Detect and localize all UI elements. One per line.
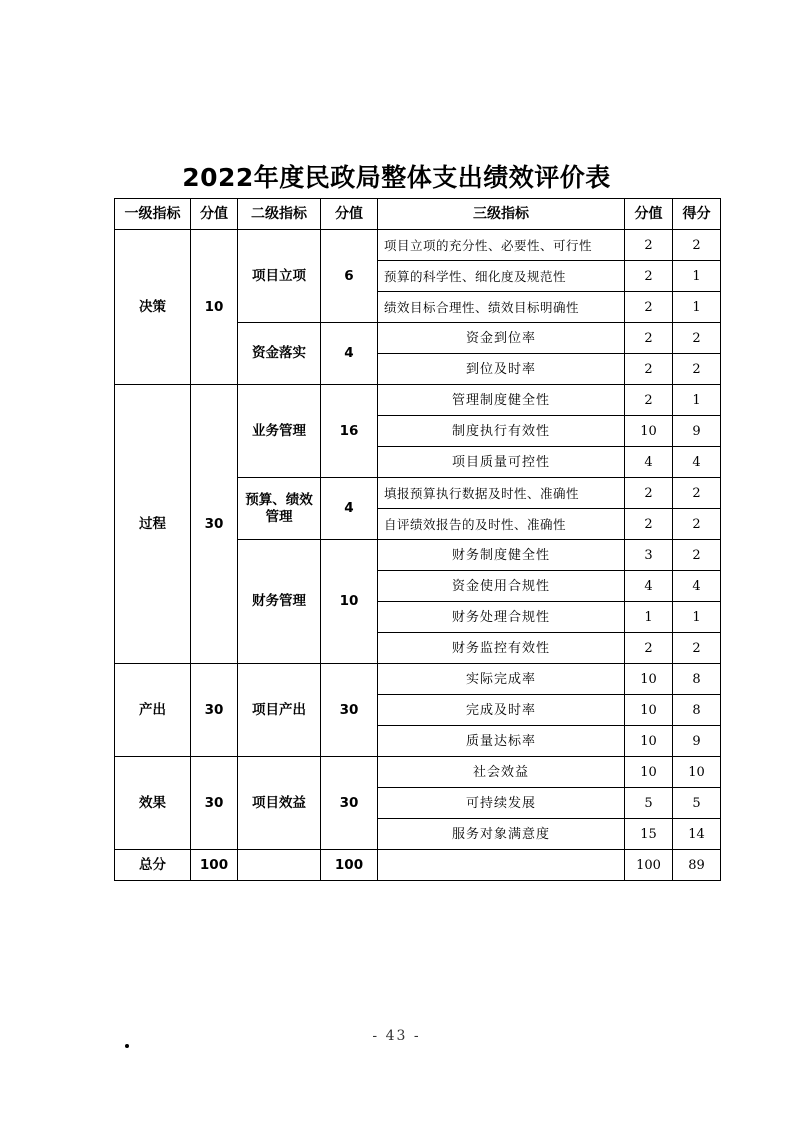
header-level1-score: 分值	[191, 199, 238, 230]
level3-indicator-cell: 资金到位率	[378, 323, 625, 354]
total-level3-score: 100	[625, 850, 673, 881]
level3-score-cell: 2	[625, 509, 673, 540]
stray-dot-mark	[125, 1044, 129, 1048]
level3-score-cell: 1	[625, 602, 673, 633]
earned-score-cell: 4	[673, 447, 721, 478]
header-level2-indicator: 二级指标	[238, 199, 321, 230]
level3-score-cell: 2	[625, 633, 673, 664]
level3-indicator-cell: 完成及时率	[378, 695, 625, 726]
total-row	[115, 850, 721, 881]
earned-score-cell: 1	[673, 292, 721, 323]
header-earned-score: 得分	[673, 199, 721, 230]
earned-score-cell: 5	[673, 788, 721, 819]
level2-indicator-cell: 项目效益	[238, 757, 321, 850]
earned-score-cell: 14	[673, 819, 721, 850]
level3-indicator-cell: 自评绩效报告的及时性、准确性	[378, 509, 625, 540]
table-row	[115, 230, 721, 261]
table-title: 2022年度民政局整体支出绩效评价表	[182, 163, 611, 192]
level3-indicator-cell: 制度执行有效性	[378, 416, 625, 447]
earned-score-cell: 8	[673, 695, 721, 726]
level3-score-cell: 2	[625, 230, 673, 261]
level2-score-cell: 6	[321, 230, 378, 323]
level3-indicator-cell: 管理制度健全性	[378, 385, 625, 416]
level2-score-cell: 4	[321, 478, 378, 540]
level2-indicator-cell: 预算、绩效管理	[238, 478, 321, 540]
level3-score-cell: 2	[625, 354, 673, 385]
earned-score-cell: 2	[673, 540, 721, 571]
level3-score-cell: 2	[625, 261, 673, 292]
level3-score-cell: 10	[625, 757, 673, 788]
level3-indicator-cell: 实际完成率	[378, 664, 625, 695]
header-row	[115, 199, 721, 230]
header-level3-score: 分值	[625, 199, 673, 230]
level3-indicator-cell: 预算的科学性、细化度及规范性	[378, 261, 625, 292]
level3-score-cell: 10	[625, 416, 673, 447]
level3-indicator-cell: 可持续发展	[378, 788, 625, 819]
page-number: - 43 -	[372, 1028, 421, 1044]
table-body	[115, 230, 721, 850]
level3-score-cell: 2	[625, 478, 673, 509]
level1-indicator-cell: 决策	[115, 230, 191, 385]
earned-score-cell: 1	[673, 261, 721, 292]
level1-indicator-cell: 效果	[115, 757, 191, 850]
level3-score-cell: 10	[625, 664, 673, 695]
total-earned-score: 89	[673, 850, 721, 881]
level3-score-cell: 2	[625, 323, 673, 354]
earned-score-cell: 8	[673, 664, 721, 695]
level3-indicator-cell: 财务处理合规性	[378, 602, 625, 633]
earned-score-cell: 9	[673, 416, 721, 447]
level1-indicator-cell: 过程	[115, 385, 191, 664]
level2-score-cell: 30	[321, 757, 378, 850]
level2-score-cell: 4	[321, 323, 378, 385]
level3-indicator-cell: 财务制度健全性	[378, 540, 625, 571]
level3-indicator-cell: 质量达标率	[378, 726, 625, 757]
level3-score-cell: 2	[625, 292, 673, 323]
level2-indicator-cell: 资金落实	[238, 323, 321, 385]
level2-indicator-cell: 业务管理	[238, 385, 321, 478]
earned-score-cell: 2	[673, 509, 721, 540]
table-row	[115, 385, 721, 416]
header-level1-indicator: 一级指标	[115, 199, 191, 230]
earned-score-cell: 2	[673, 633, 721, 664]
level3-score-cell: 10	[625, 726, 673, 757]
level3-indicator-cell: 填报预算执行数据及时性、准确性	[378, 478, 625, 509]
earned-score-cell: 1	[673, 385, 721, 416]
earned-score-cell: 2	[673, 323, 721, 354]
level2-score-cell: 10	[321, 540, 378, 664]
level2-score-cell: 30	[321, 664, 378, 757]
earned-score-cell: 9	[673, 726, 721, 757]
level3-score-cell: 5	[625, 788, 673, 819]
level3-score-cell: 2	[625, 385, 673, 416]
table-row	[115, 757, 721, 788]
level2-indicator-cell: 项目立项	[238, 230, 321, 323]
level3-score-cell: 4	[625, 571, 673, 602]
earned-score-cell: 2	[673, 354, 721, 385]
total-level2-score: 100	[321, 850, 378, 881]
level3-score-cell: 4	[625, 447, 673, 478]
header-level2-score: 分值	[321, 199, 378, 230]
level2-indicator-cell: 财务管理	[238, 540, 321, 664]
level1-score-cell: 30	[191, 757, 238, 850]
performance-evaluation-table	[114, 198, 721, 881]
total-level3-indicator	[378, 850, 625, 881]
earned-score-cell: 4	[673, 571, 721, 602]
level2-score-cell: 16	[321, 385, 378, 478]
level2-indicator-cell: 项目产出	[238, 664, 321, 757]
earned-score-cell: 2	[673, 230, 721, 261]
level1-indicator-cell: 产出	[115, 664, 191, 757]
level3-indicator-cell: 绩效目标合理性、绩效目标明确性	[378, 292, 625, 323]
level3-score-cell: 15	[625, 819, 673, 850]
level1-score-cell: 30	[191, 385, 238, 664]
level3-indicator-cell: 社会效益	[378, 757, 625, 788]
level3-indicator-cell: 财务监控有效性	[378, 633, 625, 664]
earned-score-cell: 2	[673, 478, 721, 509]
level3-score-cell: 10	[625, 695, 673, 726]
header-level3-indicator: 三级指标	[378, 199, 625, 230]
level1-score-cell: 30	[191, 664, 238, 757]
level3-indicator-cell: 项目质量可控性	[378, 447, 625, 478]
total-level2-indicator	[238, 850, 321, 881]
level3-score-cell: 3	[625, 540, 673, 571]
level3-indicator-cell: 到位及时率	[378, 354, 625, 385]
level3-indicator-cell: 项目立项的充分性、必要性、可行性	[378, 230, 625, 261]
total-level1-score: 100	[191, 850, 238, 881]
total-label: 总分	[115, 850, 191, 881]
earned-score-cell: 10	[673, 757, 721, 788]
earned-score-cell: 1	[673, 602, 721, 633]
level1-score-cell: 10	[191, 230, 238, 385]
level3-indicator-cell: 服务对象满意度	[378, 819, 625, 850]
table-row	[115, 664, 721, 695]
level3-indicator-cell: 资金使用合规性	[378, 571, 625, 602]
